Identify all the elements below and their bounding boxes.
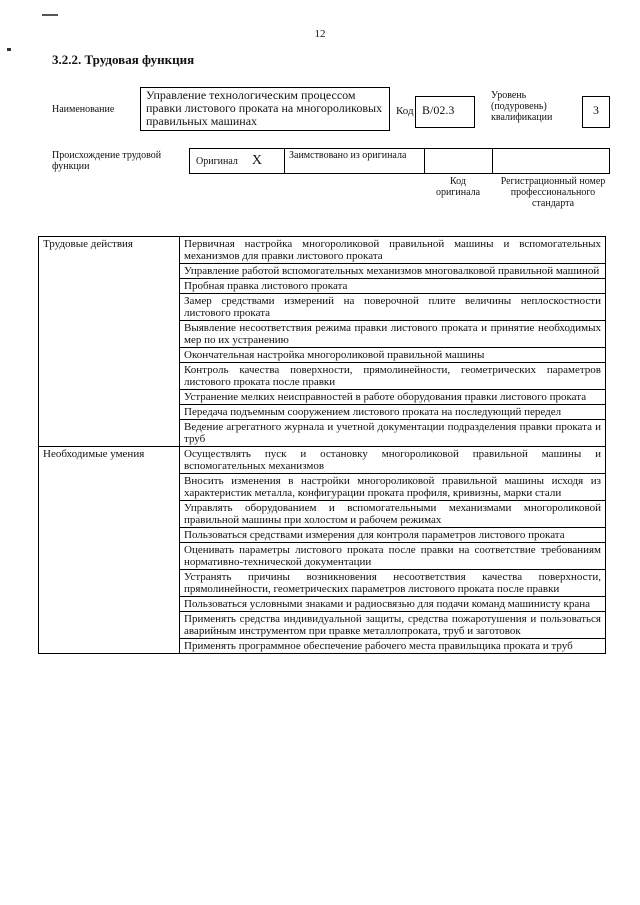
table-item: Осуществлять пуск и остановку многороликовой правильной машины и вспомогательных механизмов [180, 447, 606, 474]
section-category: Трудовые действия [39, 237, 180, 447]
table-item: Ведение агрегатного журнала и учетной документации подразделения правки проката и труб [180, 420, 606, 447]
origin-row [189, 148, 610, 174]
reg-number-caption: Регистрационный номер профессионального стандарта [500, 176, 606, 209]
code-value: B/02.3 [415, 96, 475, 128]
code-original-cell [425, 149, 493, 173]
code-original-caption: Код оригинала [435, 176, 481, 198]
table-row [39, 447, 606, 474]
table-item: Пользоваться условными знаками и радиосвязью для подачи команд машинисту крана [180, 597, 606, 612]
table-item: Устранение мелких неисправностей в работе оборудования правки листового проката [180, 390, 606, 405]
original-cell [190, 149, 285, 173]
name-label: Наименование [52, 104, 115, 115]
original-mark: X [251, 153, 263, 168]
table-item: Вносить изменения в настройки многороликовой правильной машины исходя из характеристик металла, конфигурации проката профиля, кривизны, марки стали [180, 474, 606, 501]
level-value: 3 [582, 96, 610, 128]
table-item: Первичная настройка многороликовой правильной машины и вспомогательных механизмов для правки листового проката [180, 237, 606, 264]
table-row [39, 237, 606, 264]
original-label: Оригинал [196, 155, 238, 167]
table-item: Контроль качества поверхности, прямолинейности, геометрических параметров листового проката после правки [180, 363, 606, 390]
table-item: Пользоваться средствами измерения для контроля параметров листового проката [180, 528, 606, 543]
table-item: Окончательная настройка многороликовой правильной машины [180, 348, 606, 363]
table-item: Применять программное обеспечение рабочего места правильщика проката и труб [180, 639, 606, 654]
table-item: Выявление несоответствия режима правки листового проката и принятие необходимых мер по их устранению [180, 321, 606, 348]
table-item: Управлять оборудованием и вспомогательными механизмами многороликовой правильной машины при холостом и рабочем режимах [180, 501, 606, 528]
code-label: Код [396, 105, 414, 117]
origin-label: Происхождение трудовой функции [52, 150, 162, 172]
page-number: 12 [314, 28, 326, 40]
table-item: Передача подъемным сооружением листового проката на последующий передел [180, 405, 606, 420]
reg-number-cell [493, 149, 609, 173]
table-item: Устранять причины возникновения несоответствия качества поверхности, прямолинейности, геометрических параметров листового проката после правки [180, 570, 606, 597]
name-value: Управление технологическим процессом правки листового проката на многороликовых правильных машинах [140, 87, 390, 131]
table-item: Управление работой вспомогательных механизмов многовалковой правильной машиной [180, 264, 606, 279]
function-table [38, 236, 606, 654]
table-item: Оценивать параметры листового проката после правки на соответствие требованиям нормативно-технической документации [180, 543, 606, 570]
scan-mark [7, 48, 11, 51]
table-item: Замер средствами измерений на поверочной плите величины неплоскостности листового проката [180, 294, 606, 321]
table-item: Пробная правка листового проката [180, 279, 606, 294]
section-title: 3.2.2. Трудовая функция [52, 52, 195, 67]
scan-mark [42, 14, 58, 16]
borrowed-cell: Заимствовано из оригинала [285, 149, 425, 173]
level-label: Уровень (подуровень) квалификации [491, 90, 553, 123]
table-item: Применять средства индивидуальной защиты, средства пожаротушения и пользоваться аварийным инструментом при правке металлопроката, труб и заготовок [180, 612, 606, 639]
section-category: Необходимые умения [39, 447, 180, 654]
